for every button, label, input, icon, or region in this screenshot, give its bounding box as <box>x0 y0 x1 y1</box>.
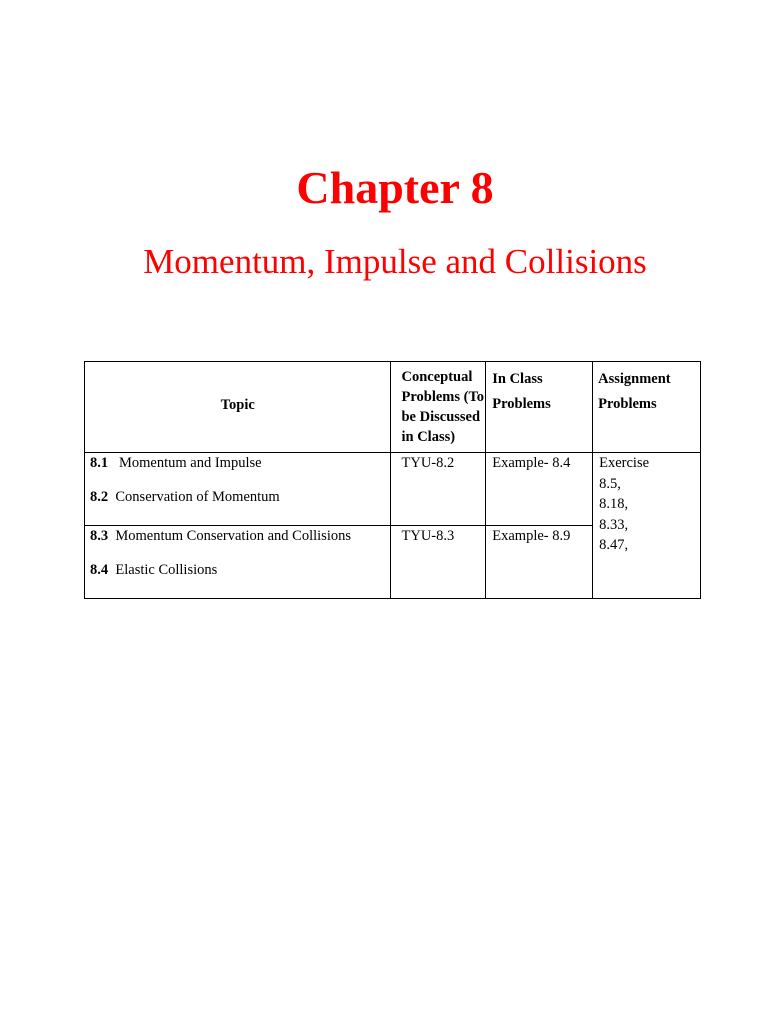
chapter-title: Chapter 8 <box>296 162 494 213</box>
topics-table <box>84 361 701 599</box>
topic-line <box>90 560 390 594</box>
header-in-class <box>486 362 593 453</box>
topic-label: Conservation of Momentum <box>115 489 280 505</box>
topic-number: 8.3 <box>90 528 109 544</box>
topic-label: Momentum and Impulse <box>119 455 262 471</box>
conceptual-cell: TYU-8.3 <box>391 526 486 599</box>
topic-line <box>90 487 390 521</box>
header-assignment-line: Problems <box>598 396 657 412</box>
conceptual-cell: TYU-8.2 <box>391 453 486 526</box>
header-conceptual-line: in Class) <box>401 429 456 445</box>
header-topic: Topic <box>85 362 391 453</box>
topic-number: 8.2 <box>90 489 109 505</box>
topic-number: 8.4 <box>90 562 109 578</box>
topic-label: Elastic Collisions <box>115 562 218 578</box>
table-row <box>85 453 701 526</box>
assignment-cell <box>593 453 701 599</box>
in-class-cell: Example- 8.9 <box>486 526 593 599</box>
header-assignment-line: Assignment <box>598 371 671 387</box>
topic-cell <box>85 453 391 526</box>
topic-label: Momentum Conservation and Collisions <box>115 528 351 544</box>
header-conceptual <box>391 362 486 453</box>
assignment-line: 8.18, <box>599 496 629 512</box>
topic-number: 8.1 <box>90 455 109 471</box>
topic-line <box>90 453 390 487</box>
header-in-class-line: Problems <box>492 396 551 412</box>
assignment-line: 8.5, <box>599 475 621 492</box>
assignment-line: 8.47, <box>599 537 629 553</box>
in-class-cell: Example- 8.4 <box>486 453 593 526</box>
topic-cell <box>85 526 391 599</box>
header-conceptual-line: be Discussed <box>401 409 481 425</box>
header-in-class-line: In Class <box>492 371 543 387</box>
header-assignment <box>593 362 701 453</box>
chapter-subtitle: Momentum, Impulse and Collisions <box>143 242 647 281</box>
header-conceptual-line: Conceptual <box>401 369 473 385</box>
topic-line <box>90 526 390 560</box>
header-conceptual-line: Problems (To <box>401 389 485 405</box>
table-header-row <box>85 362 701 453</box>
assignment-line: Exercise <box>599 455 650 471</box>
assignment-line: 8.33, <box>599 516 629 533</box>
